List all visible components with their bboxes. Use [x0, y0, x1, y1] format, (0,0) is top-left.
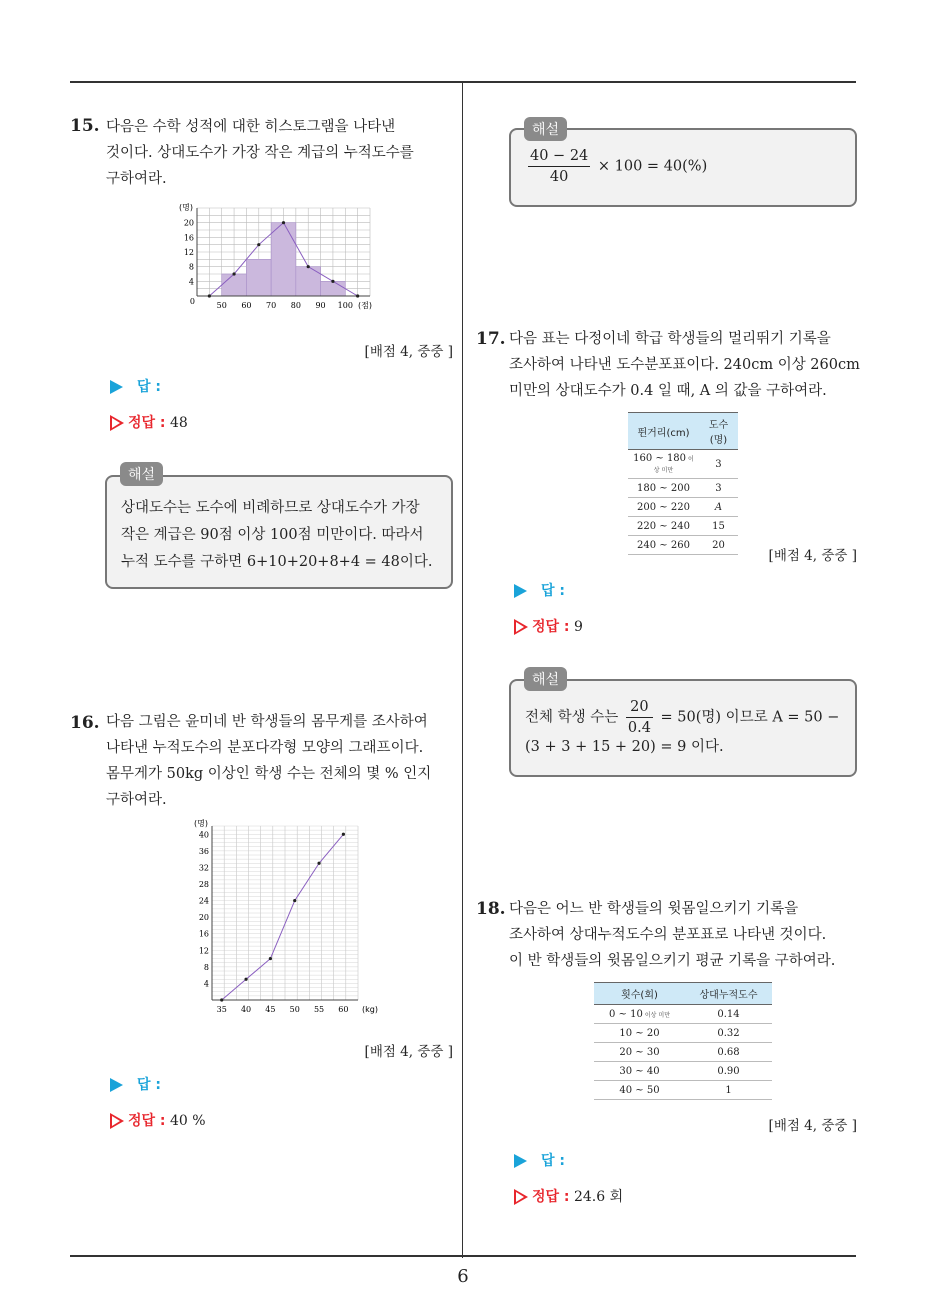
q15-expl-line: 누적 도수를 구하면 6+10+20+8+4 = 48이다. [121, 554, 433, 570]
q17-number: 17. [476, 329, 506, 349]
table-row [594, 1081, 772, 1100]
q17-text-line: 다음 표는 다정이네 학급 학생들의 멀리뛰기 기록을 [509, 331, 831, 347]
q17-header-distance: 뛴거리(cm) [628, 413, 699, 450]
table-row [594, 1043, 772, 1062]
y-tick-label: 24 [198, 896, 209, 906]
y-axis-label: (명) [179, 203, 193, 212]
y-tick-label: 28 [198, 880, 209, 889]
table-cell-class: 220 ~ 240 [628, 517, 699, 536]
q15-correct-value: 48 [169, 415, 188, 431]
data-point [244, 978, 247, 981]
play-triangle-icon [110, 1078, 123, 1092]
outline-triangle-icon [110, 1113, 124, 1129]
q15-answer-prompt [110, 376, 161, 396]
table-row [594, 1062, 772, 1081]
q15-histogram-chart [175, 198, 390, 320]
q17-header-count: 도수(명) [699, 413, 738, 450]
q18-question [509, 896, 835, 974]
q18-answer-label: 답 : [541, 1153, 565, 1169]
play-triangle-icon [110, 380, 123, 394]
q15-text-line: 다음은 수학 성적에 대한 히스토그램을 나타낸 [106, 119, 396, 135]
data-point [269, 957, 272, 960]
q16-correct [110, 1110, 206, 1130]
y-tick-label: 40 [198, 830, 209, 840]
q17-expl-pre: 전체 학생 수는 [525, 709, 619, 726]
table-cell-value: 0.14 [685, 1005, 772, 1024]
q17-answer-prompt [514, 580, 565, 600]
q17-expl-denominator: 0.4 [627, 720, 651, 736]
q16-expl-fraction [528, 146, 590, 187]
y-tick-label: 8 [188, 262, 194, 272]
table-range-hints [645, 1012, 670, 1019]
y-tick-label: 16 [198, 929, 209, 939]
outline-triangle-icon [514, 1189, 528, 1205]
q16-expl-rest: × 100 = 40(%) [597, 158, 708, 175]
q16-text-line: 몸무게가 50kg 이상인 학생 수는 전체의 몇 % 인지 [106, 766, 432, 782]
y-tick-label: 4 [188, 277, 194, 287]
polygon-point [307, 265, 310, 268]
q15-explanation-tag: 해설 [120, 462, 163, 486]
table-range-hints [654, 456, 694, 474]
q18-relative-cumulative-table [594, 982, 772, 1100]
q15-correct [110, 412, 188, 432]
q15-answer-label: 답 : [137, 379, 161, 395]
x-axis-label: (점) [358, 301, 372, 310]
table-cell-value: 3 [699, 479, 738, 498]
q17-correct [514, 616, 583, 636]
x-tick-label: 50 [289, 1005, 300, 1014]
q17-answer-label: 답 : [541, 583, 565, 599]
q16-text-line: 구하여라. [106, 792, 167, 808]
table-cell-value: 15 [699, 517, 738, 536]
q17-frequency-table [628, 412, 738, 555]
x-tick-label: 45 [265, 1005, 276, 1014]
q15-text-line: 것이다. 상대도수가 가장 작은 계급의 누적도수를 [106, 145, 414, 161]
q15-text-line: 구하여라. [106, 171, 167, 187]
sup-below: 미만 [658, 1011, 670, 1019]
table-cell-class: 10 ~ 20 [594, 1024, 685, 1043]
q15-score: [배점 4, 중중 ] [364, 344, 453, 360]
sup-above: 이상 [644, 1011, 657, 1019]
histogram-bar [321, 281, 346, 296]
column-divider [462, 82, 463, 1258]
x-tick-label: 50 [216, 301, 227, 310]
table-row [594, 1005, 772, 1024]
outline-triangle-icon [110, 415, 124, 431]
polygon-point [356, 294, 359, 297]
table-cell-value: 20 [699, 536, 738, 555]
table-row [628, 498, 738, 517]
q16-correct-label: 정답 : [128, 1113, 166, 1129]
q15-explanation-box [105, 475, 453, 589]
q17-correct-value: 9 [573, 619, 583, 635]
q15-question [106, 114, 414, 192]
q15-expl-line: 상대도수는 도수에 비례하므로 상대도수가 가장 [121, 500, 420, 516]
q15-number: 15. [70, 116, 100, 136]
y-tick-label: 20 [183, 218, 194, 228]
q16-question [106, 709, 431, 813]
sup-below: 미만 [661, 467, 674, 474]
table-row [628, 517, 738, 536]
polygon-point [257, 243, 260, 246]
q17-text-line: 미만의 상대도수가 0.4 일 때, A 의 값을 구하여라. [509, 383, 827, 399]
table-row [628, 536, 738, 555]
q18-correct-value: 24.6 회 [573, 1189, 624, 1205]
table-cell-class: 30 ~ 40 [594, 1062, 685, 1081]
polygon-point [331, 280, 334, 283]
q16-score: [배점 4, 중중 ] [364, 1044, 453, 1060]
x-tick-label: 80 [290, 301, 301, 310]
polygon-point [282, 221, 285, 224]
y-tick-label: 12 [183, 248, 194, 257]
q16-explanation-tag: 해설 [524, 117, 567, 141]
y-tick-label: 12 [198, 946, 209, 956]
histogram-bar [222, 274, 247, 296]
play-triangle-icon [514, 1154, 527, 1168]
histogram-bar [271, 223, 296, 296]
q16-cumulative-chart [190, 818, 380, 1018]
polygon-point [208, 294, 211, 297]
page-number: 6 [457, 1266, 469, 1287]
data-point [293, 899, 296, 902]
q18-text-line: 다음은 어느 반 학생들의 윗몸일으키기 기록을 [509, 901, 799, 917]
x-tick-label: 35 [216, 1005, 227, 1014]
x-tick-label: 60 [241, 301, 252, 310]
q18-header-count: 횟수(회) [594, 983, 685, 1005]
outline-triangle-icon [514, 619, 528, 635]
q17-expl-line1 [525, 697, 841, 738]
q18-correct [514, 1186, 623, 1206]
table-cell-value: 1 [685, 1081, 772, 1100]
table-cell-value: 3 [699, 450, 738, 479]
polygon-point [232, 272, 235, 275]
x-tick-label: 70 [266, 301, 277, 310]
table-cell-value: 0.90 [685, 1062, 772, 1081]
q16-answer-label: 답 : [137, 1077, 161, 1093]
table-cell-class: 200 ~ 220 [628, 498, 699, 517]
q16-answer-prompt [110, 1074, 161, 1094]
play-triangle-icon [514, 584, 527, 598]
top-rule [70, 81, 856, 83]
q16-expl-numerator: 40 − 24 [528, 146, 590, 167]
q17-expl-numerator: 20 [626, 697, 653, 718]
q15-expl-line: 작은 계급은 90점 이상 100점 미만이다. 따라서 [121, 527, 424, 543]
q16-text-line: 나타낸 누적도수의 분포다각형 모양의 그래프이다. [106, 740, 424, 756]
q17-expl-fraction [626, 697, 653, 738]
x-tick-label: 100 [337, 301, 353, 310]
q17-explanation-box [509, 679, 857, 777]
y-axis-label: (명) [194, 819, 208, 828]
q17-score: [배점 4, 중중 ] [768, 548, 857, 564]
q18-answer-prompt [514, 1150, 565, 1170]
q17-correct-label: 정답 : [532, 619, 570, 635]
q16-number: 16. [70, 713, 100, 733]
origin-label: 0 [189, 297, 195, 306]
histogram-bar [296, 267, 321, 296]
q18-text-line: 조사하여 상대누적도수의 분포표로 나타낸 것이다. [509, 927, 827, 943]
table-cell-class: 0 ~ 10 이상 미만 [594, 1005, 685, 1024]
data-point [317, 862, 320, 865]
table-cell-class: 180 ~ 200 [628, 479, 699, 498]
data-point [342, 833, 345, 836]
x-tick-label: 60 [338, 1005, 349, 1014]
q17-text-line: 조사하여 나타낸 도수분포표이다. 240cm 이상 260cm [509, 357, 860, 373]
y-tick-label: 32 [198, 863, 209, 873]
data-point [220, 998, 223, 1001]
q17-expl-post: = 50(명) 이므로 A = 50 − [660, 709, 840, 726]
y-tick-label: 8 [203, 962, 209, 972]
q17-expl-line2: (3 + 3 + 15 + 20) = 9 이다. [525, 739, 724, 755]
table-cell-value: A [699, 498, 738, 517]
q17-explanation-tag: 해설 [524, 667, 567, 691]
q18-header-relcum: 상대누적도수 [685, 983, 772, 1005]
y-tick-label: 20 [198, 913, 209, 923]
y-tick-label: 4 [203, 979, 209, 989]
q18-text-line: 이 반 학생들의 윗몸일으키기 평균 기록을 구하여라. [509, 953, 836, 969]
bottom-rule [70, 1255, 856, 1257]
x-axis-label: (kg) [362, 1005, 378, 1014]
histogram-bar [246, 259, 271, 296]
table-cell-class: 240 ~ 260 [628, 536, 699, 555]
sup-above: 이상 [653, 456, 694, 474]
table-row [628, 479, 738, 498]
q16-text-line: 다음 그림은 윤미네 반 학생들의 몸무게를 조사하여 [106, 714, 428, 730]
table-row [628, 450, 738, 479]
q18-correct-label: 정답 : [532, 1189, 570, 1205]
x-tick-label: 55 [313, 1005, 325, 1014]
table-cell-class: 20 ~ 30 [594, 1043, 685, 1062]
q16-correct-value: 40 % [169, 1113, 206, 1129]
table-row [594, 1024, 772, 1043]
table-cell-value: 0.32 [685, 1024, 772, 1043]
x-tick-label: 90 [315, 301, 326, 310]
y-tick-label: 36 [198, 846, 209, 856]
table-cell-class: 40 ~ 50 [594, 1081, 685, 1100]
table-cell-class: 160 ~ 180 이상 미만 [628, 450, 699, 479]
q15-correct-label: 정답 : [128, 415, 166, 431]
x-tick-label: 40 [240, 1005, 252, 1014]
q17-question [509, 326, 860, 404]
table-cell-value: 0.68 [685, 1043, 772, 1062]
y-tick-label: 16 [183, 233, 194, 243]
q16-expl-denominator: 40 [549, 169, 569, 185]
q16-expl-formula [525, 146, 841, 187]
q18-score: [배점 4, 중중 ] [768, 1118, 857, 1134]
q18-number: 18. [476, 899, 506, 919]
